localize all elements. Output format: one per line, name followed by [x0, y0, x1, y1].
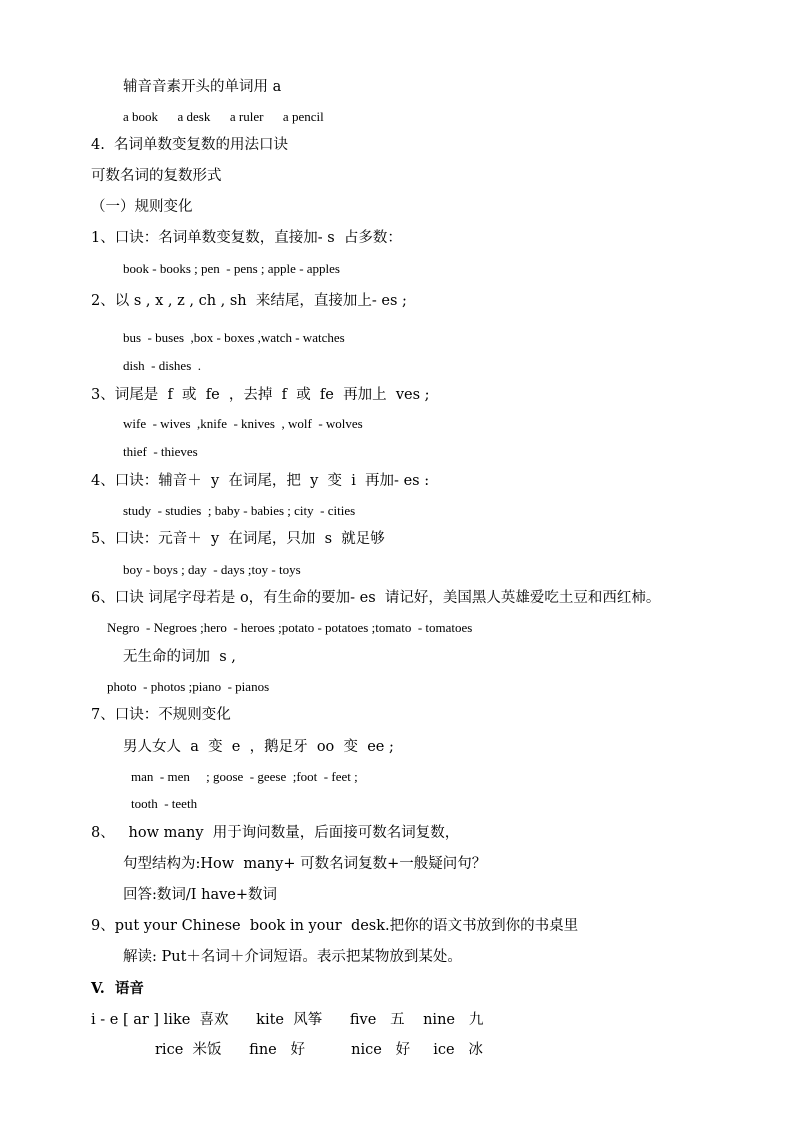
subheading-regular: （一）规则变化 [91, 199, 193, 215]
example-7b: tooth - teeth [131, 796, 198, 811]
rule-2: 2、以 s , x , z , ch , sh 来结尾，直接加上- es ; [91, 293, 407, 309]
example-3a: wife - wives ,knife - knives , wolf - wolves [123, 416, 363, 431]
section-heading-4: 4. 名词单数变复数的用法口诀 [91, 137, 289, 153]
text-line-4: 可数名词的复数形式 [91, 168, 222, 184]
example-3b: thief - thieves [123, 444, 198, 459]
rule-5: 5、口诀：元音＋ y 在词尾，只加 s 就足够 [91, 531, 385, 547]
example-2a: bus - buses ,box - boxes ,watch - watches [123, 330, 345, 345]
example-1: book - books ; pen - pens ; apple - apples [123, 261, 340, 276]
rule-7-detail: 男人女人 a 变 e ，鹅足牙 oo 变 ee ; [123, 739, 394, 755]
example-5: boy - boys ; day - days ;toy - toys [123, 562, 301, 577]
example-7a: man - men ; goose - geese ;foot - feet ; [131, 769, 358, 784]
rule-9: 9、put your Chinese book in your desk.把你的语文书放到你的书桌里 [91, 918, 579, 934]
rule-3: 3、词尾是 f 或 fe ，去掉 f 或 fe 再加上 ves ; [91, 387, 430, 403]
example-2b: dish - dishes . [123, 358, 201, 373]
text-line-1: 辅音音素开头的单词用 a [123, 79, 282, 95]
rule-7: 7、口诀：不规则变化 [91, 707, 231, 723]
section-heading-phonics: V. 语音 [91, 980, 144, 997]
rule-6: 6、口诀 词尾字母若是 o，有生命的要加- es 请记好，美国黑人英雄爱吃土豆和西红柿。 [91, 590, 661, 606]
rule-6-note: 无生命的词加 s , [123, 649, 236, 665]
rule-8-answer: 回答:数词/I have+数词 [123, 887, 278, 903]
text-line-2: a book a desk a ruler a pencil [123, 109, 324, 124]
rule-8: 8、 how many 用于询问数量，后面接可数名词复数， [91, 825, 460, 841]
rule-4: 4、口诀：辅音＋ y 在词尾，把 y 变 i 再加- es : [91, 473, 430, 489]
phonics-line-2: rice 米饭 fine 好 nice 好 ice 冰 [155, 1042, 483, 1058]
example-4: study - studies ; baby - babies ; city - cities [123, 503, 356, 518]
rule-1: 1、口诀：名词单数变复数，直接加- s 占多数： [91, 230, 402, 246]
rule-9-explain: 解读: Put＋名词＋介词短语。表示把某物放到某处。 [123, 949, 462, 965]
example-6b: photo - photos ;piano - pianos [107, 679, 270, 694]
example-6a: Negro - Negroes ;hero - heroes ;potato - potatoes ;tomato - tomatoes [107, 620, 473, 635]
phonics-line-1: i - e [ ar ] like 喜欢 kite 风筝 five 五 nine 九 [91, 1012, 484, 1028]
rule-8-structure: 句型结构为:How many+ 可数名词复数+一般疑问句？ [123, 856, 487, 872]
